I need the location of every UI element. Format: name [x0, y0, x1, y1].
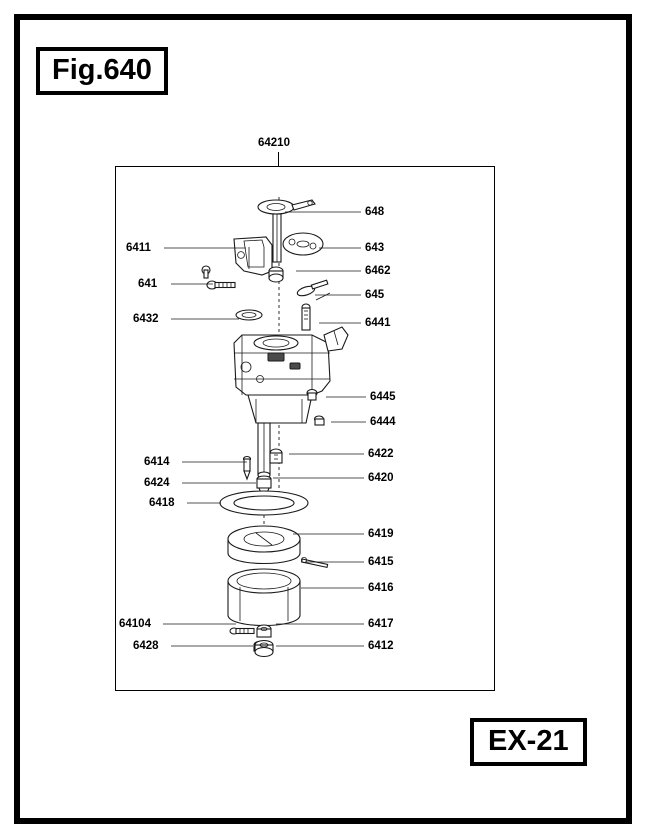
- part-label-645: 645: [365, 289, 385, 301]
- part-label-6445: 6445: [370, 391, 396, 403]
- part-6462: [269, 267, 283, 282]
- part-label-6428: 6428: [133, 640, 159, 652]
- carburetor-artwork: [116, 167, 496, 692]
- part-6444: [315, 416, 325, 425]
- part-label-648: 648: [365, 206, 385, 218]
- part-6422: [270, 449, 282, 463]
- part-label-6420: 6420: [368, 472, 394, 484]
- part-label-6416: 6416: [368, 582, 394, 594]
- part-label-6424: 6424: [144, 477, 170, 489]
- part-6432: [236, 310, 262, 320]
- part-6419: [228, 526, 300, 564]
- carburetor-body: [234, 327, 348, 423]
- part-label-6412: 6412: [368, 640, 394, 652]
- part-label-64104: 64104: [119, 618, 151, 630]
- part-label-6415: 6415: [368, 556, 394, 568]
- part-6411: [234, 237, 272, 275]
- part-label-6419: 6419: [368, 528, 394, 540]
- part-label-6444: 6444: [370, 416, 396, 428]
- part-label-643: 643: [365, 242, 385, 254]
- figure-number-box: Fig.640: [36, 47, 168, 95]
- assembly-number-label: 64210: [258, 137, 290, 149]
- part-6417: [257, 625, 271, 637]
- part-label-6432: 6432: [133, 313, 159, 325]
- part-6414: [244, 457, 251, 480]
- part-6418: [220, 491, 308, 515]
- part-6445: [307, 390, 317, 401]
- part-64104: [230, 628, 254, 634]
- part-label-6414: 6414: [144, 456, 170, 468]
- model-code-box: EX-21: [470, 718, 587, 766]
- part-label-6441: 6441: [365, 317, 391, 329]
- part-label-6411: 6411: [126, 242, 151, 254]
- part-643: [283, 233, 323, 255]
- part-label-6422: 6422: [368, 448, 394, 460]
- part-641: [207, 281, 235, 289]
- throttle-shaft: [273, 214, 281, 262]
- part-label-6417: 6417: [368, 618, 394, 630]
- part-6412: [255, 641, 273, 657]
- part-6416: [228, 569, 300, 626]
- main-jet-tube: [258, 423, 270, 478]
- part-label-6418: 6418: [149, 497, 175, 509]
- part-641b: [202, 266, 210, 278]
- part-label-6462: 6462: [365, 265, 391, 277]
- part-6441: [302, 293, 330, 330]
- diagram-panel: [115, 166, 495, 691]
- part-label-641: 641: [138, 278, 158, 290]
